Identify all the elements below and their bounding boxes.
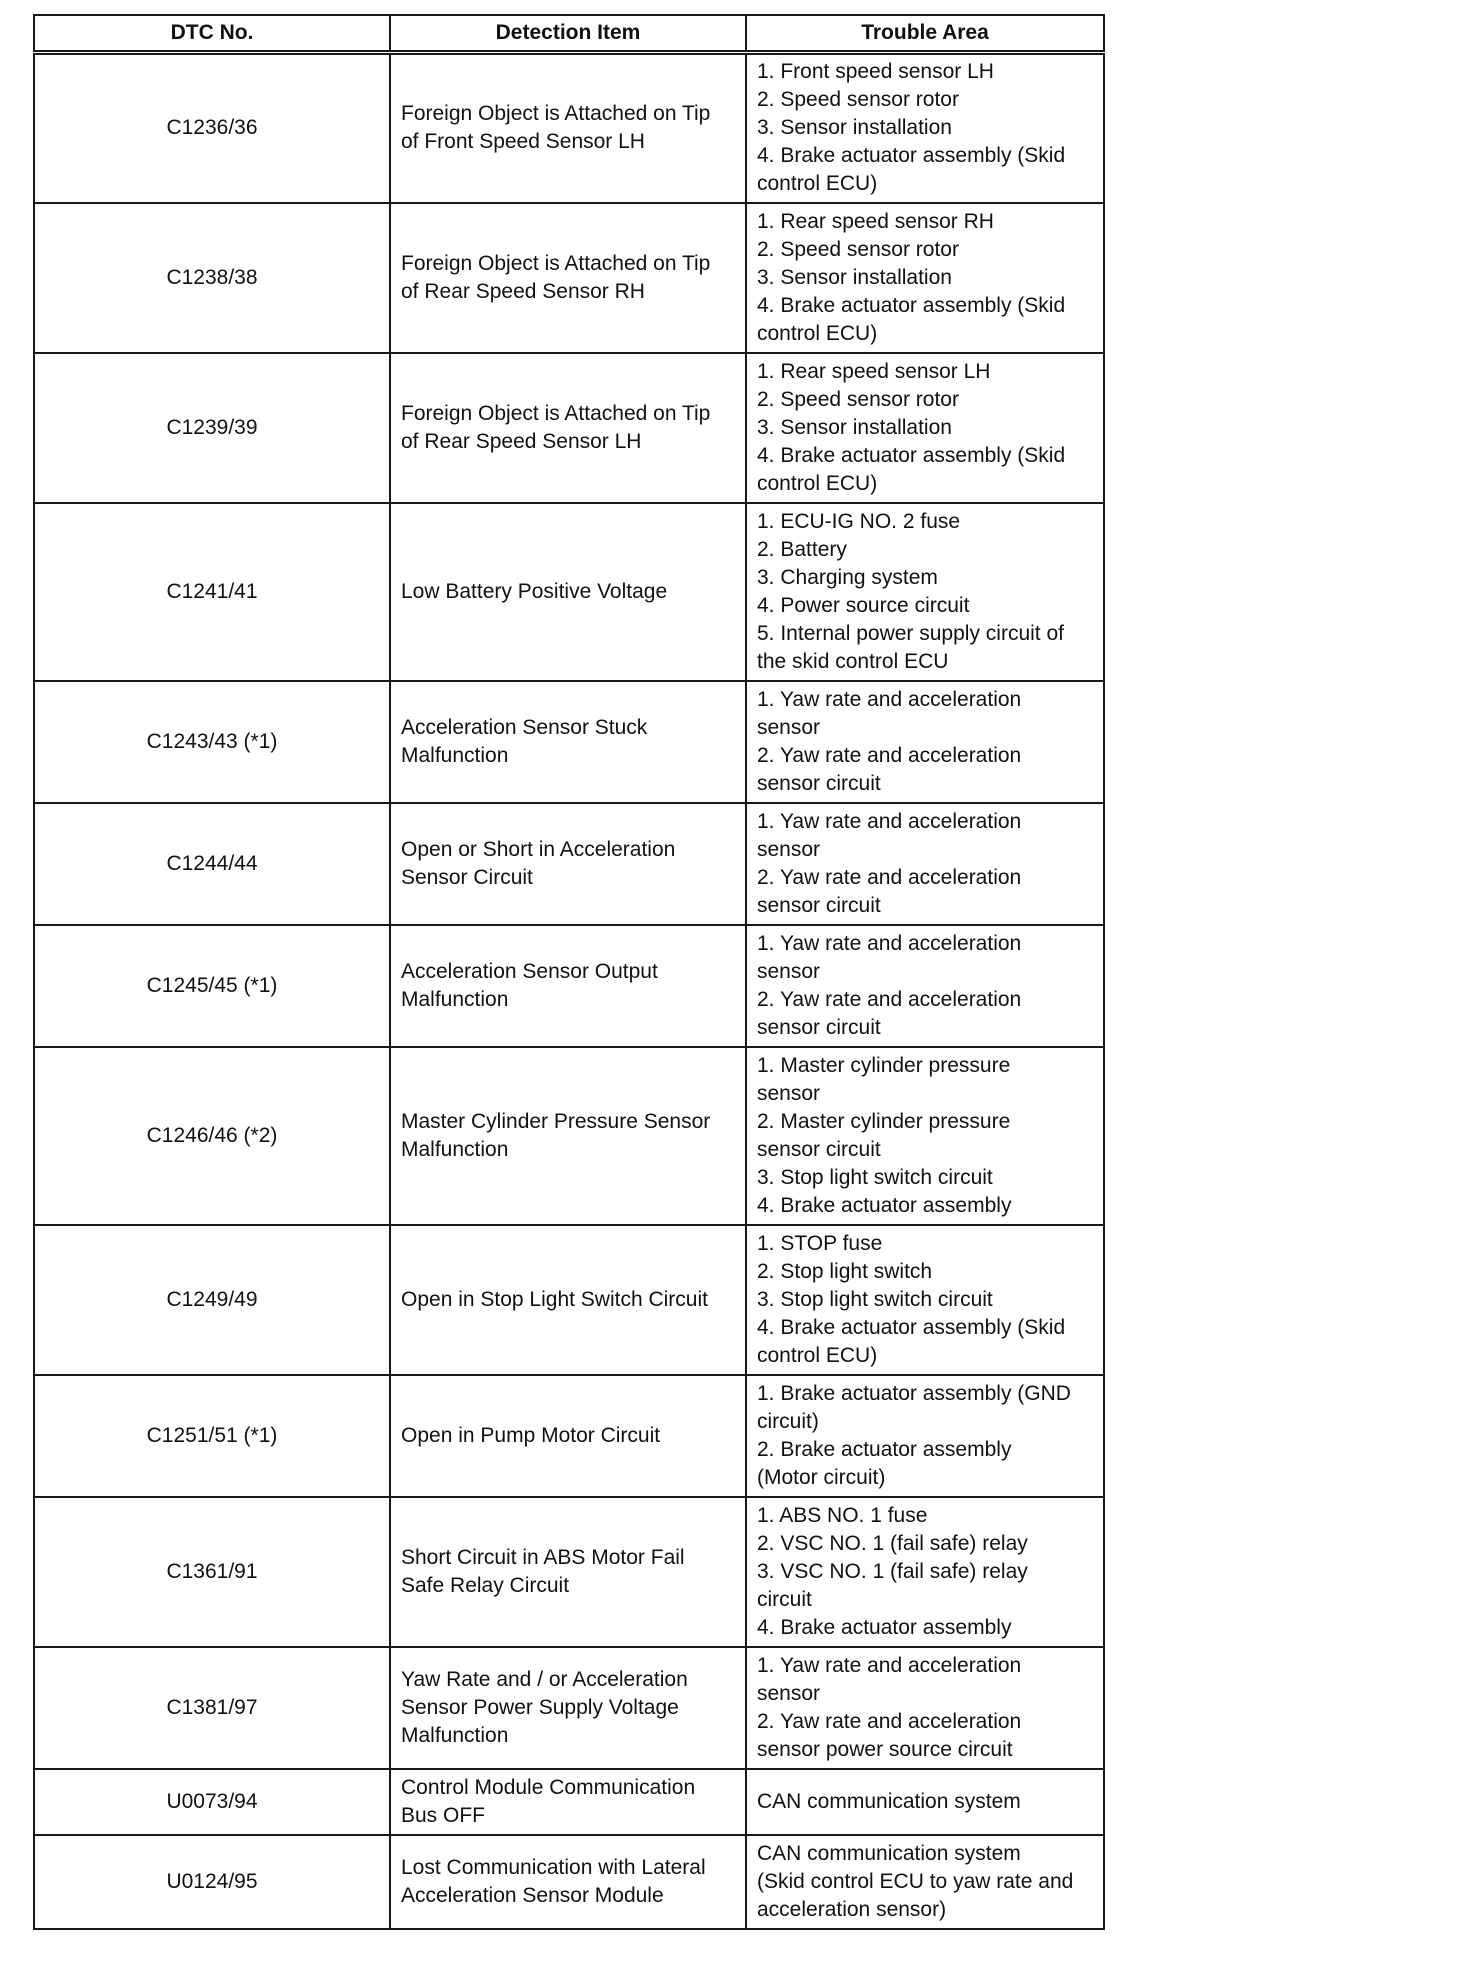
trouble-area [746,681,1104,803]
table-row [34,1047,1104,1225]
trouble-area [746,1047,1104,1225]
trouble-area-line: 5. Internal power supply circuit of [757,621,1064,645]
detection-item-line: of Rear Speed Sensor RH [401,279,645,303]
trouble-area [746,1497,1104,1647]
trouble-area-line: 1. Master cylinder pressure [757,1053,1011,1077]
detection-item-line: Yaw Rate and / or Acceleration [401,1667,688,1691]
detection-item [390,925,746,1047]
table-row [34,803,1104,925]
detection-item-line: Sensor Circuit [401,865,533,889]
dtc-code: C1236/36 [34,53,390,203]
dtc-code: C1244/44 [34,803,390,925]
detection-item [390,53,746,203]
trouble-area-line: 2. Yaw rate and acceleration [757,987,1022,1011]
trouble-area-line: 2. Brake actuator assembly [757,1437,1012,1461]
trouble-area-line: 2. Battery [757,537,847,561]
dtc-code: U0124/95 [34,1835,390,1929]
trouble-area [746,503,1104,681]
detection-item [390,1047,746,1225]
trouble-area-line: 4. Brake actuator assembly (Skid [757,1315,1066,1339]
trouble-area [746,1835,1104,1929]
trouble-area-line: sensor [757,837,821,861]
trouble-area-line: control ECU) [757,172,878,196]
trouble-area-line: sensor [757,1081,821,1105]
detection-item-line: Low Battery Positive Voltage [401,579,668,603]
trouble-area-line: 1. Rear speed sensor LH [757,359,991,383]
detection-item [390,1225,746,1375]
dtc-code: C1238/38 [34,203,390,353]
trouble-area-line: control ECU) [757,471,878,495]
detection-item [390,503,746,681]
table-row [34,1497,1104,1647]
trouble-area-line: sensor circuit [757,1137,881,1161]
detection-item-line: Open in Pump Motor Circuit [401,1423,661,1447]
detection-item [390,1769,746,1835]
trouble-area-line: 3. Stop light switch circuit [757,1287,993,1311]
table-row [34,503,1104,681]
trouble-area-line: 1. Yaw rate and acceleration [757,931,1022,955]
trouble-area-line: control ECU) [757,1343,878,1367]
detection-item-line: Acceleration Sensor Module [401,1883,664,1907]
detection-item [390,681,746,803]
header-row [34,15,1104,53]
trouble-area [746,1225,1104,1375]
trouble-area-line: 1. Brake actuator assembly (GND [757,1381,1071,1405]
dtc-code: C1361/91 [34,1497,390,1647]
table-row [34,53,1104,203]
trouble-area-line: acceleration sensor) [757,1897,947,1921]
trouble-area [746,353,1104,503]
detection-item [390,203,746,353]
dtc-code: C1245/45 (*1) [34,925,390,1047]
trouble-area-line: 1. ECU-IG NO. 2 fuse [757,509,961,533]
header-dtc-no: DTC No. [34,15,390,53]
table-row [34,1835,1104,1929]
detection-item-line: Open or Short in Acceleration [401,837,676,861]
trouble-area-line: 1. Yaw rate and acceleration [757,809,1022,833]
table-row [34,1375,1104,1497]
trouble-area-line: (Motor circuit) [757,1465,886,1489]
trouble-area-line: 4. Brake actuator assembly (Skid [757,144,1066,168]
dtc-code: C1251/51 (*1) [34,1375,390,1497]
trouble-area-line: sensor power source circuit [757,1737,1013,1761]
trouble-area-line: 1. STOP fuse [757,1231,883,1255]
detection-item-line: Foreign Object is Attached on Tip [401,251,711,275]
table-row [34,1225,1104,1375]
trouble-area [746,803,1104,925]
trouble-area-line: 3. Sensor installation [757,415,952,439]
detection-item [390,1647,746,1769]
detection-item [390,1497,746,1647]
detection-item-line: Acceleration Sensor Output [401,959,658,983]
trouble-area [746,203,1104,353]
trouble-area-line: 3. Charging system [757,565,938,589]
trouble-area-line: 1. Rear speed sensor RH [757,209,994,233]
detection-item-line: Malfunction [401,743,509,767]
trouble-area-line: control ECU) [757,321,878,345]
trouble-area-line: sensor [757,715,821,739]
dtc-code: C1243/43 (*1) [34,681,390,803]
dtc-code: C1246/46 (*2) [34,1047,390,1225]
detection-item [390,1375,746,1497]
trouble-area-line: 4. Brake actuator assembly (Skid [757,443,1066,467]
detection-item-line: Lost Communication with Lateral [401,1855,706,1879]
trouble-area-line: sensor [757,959,821,983]
trouble-area-line: circuit) [757,1409,819,1433]
trouble-area-line: 4. Power source circuit [757,593,970,617]
trouble-area-line: 2. Speed sensor rotor [757,237,959,261]
trouble-area-line: sensor [757,1681,821,1705]
trouble-area-line: 4. Brake actuator assembly [757,1615,1012,1639]
table-row [34,203,1104,353]
trouble-area [746,1647,1104,1769]
table-row [34,925,1104,1047]
dtc-code: C1241/41 [34,503,390,681]
dtc-code: C1381/97 [34,1647,390,1769]
trouble-area-line: 2. Speed sensor rotor [757,88,959,112]
trouble-area [746,925,1104,1047]
trouble-area [746,53,1104,203]
header-trouble-area: Trouble Area [746,15,1104,53]
trouble-area [746,1375,1104,1497]
dtc-code: C1249/49 [34,1225,390,1375]
detection-item-line: Control Module Communication [401,1775,696,1799]
detection-item-line: of Front Speed Sensor LH [401,130,645,154]
detection-item-line: Bus OFF [401,1803,486,1827]
table-row [34,1647,1104,1769]
dtc-code: U0073/94 [34,1769,390,1835]
trouble-area-line: 2. Yaw rate and acceleration [757,865,1022,889]
trouble-area-line: sensor circuit [757,893,881,917]
detection-item-line: Foreign Object is Attached on Tip [401,401,711,425]
dtc-table [33,14,1105,1930]
detection-item [390,353,746,503]
trouble-area-line: 3. Sensor installation [757,265,952,289]
detection-item-line: Malfunction [401,987,509,1011]
detection-item-line: Malfunction [401,1137,509,1161]
trouble-area-line: (Skid control ECU to yaw rate and [757,1869,1074,1893]
trouble-area-line: 3. Sensor installation [757,116,952,140]
trouble-area-line: 4. Brake actuator assembly (Skid [757,293,1066,317]
detection-item [390,1835,746,1929]
trouble-area-line: sensor circuit [757,771,881,795]
table-row [34,681,1104,803]
detection-item-line: Acceleration Sensor Stuck [401,715,648,739]
trouble-area [746,1769,1104,1835]
table-row [34,353,1104,503]
trouble-area-line: 4. Brake actuator assembly [757,1193,1012,1217]
trouble-area-line: 3. Stop light switch circuit [757,1165,993,1189]
trouble-area-line: CAN communication system [757,1841,1021,1865]
detection-item-line: Sensor Power Supply Voltage [401,1695,679,1719]
trouble-area-line: 3. VSC NO. 1 (fail safe) relay [757,1559,1028,1583]
trouble-area-line: CAN communication system [757,1789,1021,1813]
trouble-area-line: 1. Yaw rate and acceleration [757,687,1022,711]
detection-item-line: Open in Stop Light Switch Circuit [401,1287,708,1311]
trouble-area-line: 1. ABS NO. 1 fuse [757,1503,928,1527]
detection-item-line: Foreign Object is Attached on Tip [401,102,711,126]
detection-item-line: Malfunction [401,1723,509,1747]
detection-item-line: Master Cylinder Pressure Sensor [401,1109,711,1133]
trouble-area-line: 1. Front speed sensor LH [757,60,994,84]
trouble-area-line: 2. Speed sensor rotor [757,387,959,411]
detection-item-line: Short Circuit in ABS Motor Fail [401,1545,685,1569]
trouble-area-line: 2. Yaw rate and acceleration [757,743,1022,767]
trouble-area-line: the skid control ECU [757,649,949,673]
header-detection-item: Detection Item [390,15,746,53]
trouble-area-line: 2. Master cylinder pressure [757,1109,1011,1133]
trouble-area-line: circuit [757,1587,812,1611]
trouble-area-line: sensor circuit [757,1015,881,1039]
trouble-area-line: 2. Stop light switch [757,1259,933,1283]
dtc-code: C1239/39 [34,353,390,503]
detection-item-line: Safe Relay Circuit [401,1573,570,1597]
table-row [34,1769,1104,1835]
trouble-area-line: 1. Yaw rate and acceleration [757,1653,1022,1677]
detection-item-line: of Rear Speed Sensor LH [401,429,642,453]
trouble-area-line: 2. VSC NO. 1 (fail safe) relay [757,1531,1028,1555]
trouble-area-line: 2. Yaw rate and acceleration [757,1709,1022,1733]
detection-item [390,803,746,925]
